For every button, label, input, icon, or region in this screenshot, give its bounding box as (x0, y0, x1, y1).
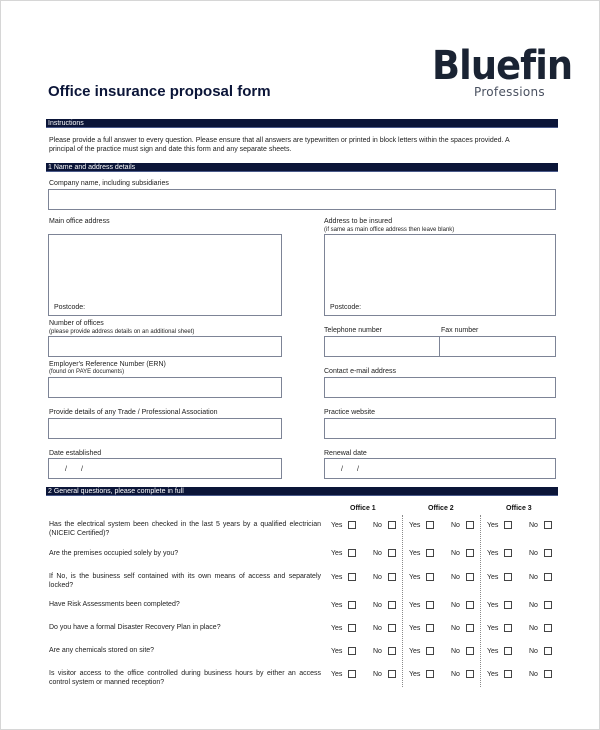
no-label: No (373, 671, 382, 678)
q7-office2-yes-checkbox[interactable] (426, 670, 434, 678)
q5-office3-no-checkbox[interactable] (544, 624, 552, 632)
no-label: No (529, 648, 538, 655)
yes-label: Yes (331, 671, 343, 678)
q3-office2-yes-checkbox[interactable] (426, 573, 434, 581)
no-label: No (451, 625, 460, 632)
company-name-input[interactable] (48, 189, 556, 210)
section2-header: 2 General questions, please complete in full (46, 487, 558, 496)
q2-office3-yes-checkbox[interactable] (504, 549, 512, 557)
yes-label: Yes (331, 550, 343, 557)
office-column-divider (402, 515, 403, 687)
no-label: No (373, 550, 382, 557)
yes-label: Yes (487, 602, 499, 609)
practice-website-label: Practice website (324, 409, 375, 416)
q1-office1-no-checkbox[interactable] (388, 521, 396, 529)
yes-label: Yes (487, 574, 499, 581)
q2-office1-yes-checkbox[interactable] (348, 549, 356, 557)
no-label: No (451, 550, 460, 557)
q4-office2-yes-checkbox[interactable] (426, 601, 434, 609)
date-established-label: Date established (49, 450, 102, 457)
question-4: Have Risk Assessments been completed? (49, 601, 180, 608)
no-label: No (529, 522, 538, 529)
insured-address-input[interactable] (324, 234, 556, 316)
yes-label: Yes (409, 574, 421, 581)
q7-office3-yes-checkbox[interactable] (504, 670, 512, 678)
question-5: Do you have a formal Disaster Recovery Plan in place? (49, 624, 221, 631)
company-name-label: Company name, including subsidiaries (49, 180, 169, 187)
logo-wordmark: Bluefin (432, 43, 573, 89)
q1-office2-yes-checkbox[interactable] (426, 521, 434, 529)
q6-office2-no-checkbox[interactable] (466, 647, 474, 655)
yes-label: Yes (331, 648, 343, 655)
ern-label: Employer's Reference Number (ERN) (49, 361, 166, 368)
telephone-input[interactable] (324, 336, 440, 357)
q4-office1-no-checkbox[interactable] (388, 601, 396, 609)
fax-label: Fax number (441, 327, 479, 334)
date-separator: / (81, 466, 83, 473)
contact-email-label: Contact e-mail address (324, 368, 396, 375)
question-7: Is visitor access to the office controlled during business hours by either an access control system or manned reception? (49, 670, 321, 686)
q1-office1-yes-checkbox[interactable] (348, 521, 356, 529)
insured-address-label: Address to be insured (324, 218, 393, 225)
yes-label: Yes (331, 522, 343, 529)
ern-note: (found on PAYE documents) (49, 369, 125, 375)
q2-office3-no-checkbox[interactable] (544, 549, 552, 557)
q7-office1-yes-checkbox[interactable] (348, 670, 356, 678)
number-of-offices-input[interactable] (48, 336, 282, 357)
office1-header: Office 1 (350, 505, 376, 512)
yes-label: Yes (487, 550, 499, 557)
q1-office3-yes-checkbox[interactable] (504, 521, 512, 529)
q5-office1-no-checkbox[interactable] (388, 624, 396, 632)
number-of-offices-label: Number of offices (49, 320, 104, 327)
yes-label: Yes (331, 625, 343, 632)
no-label: No (451, 671, 460, 678)
question-6: Are any chemicals stored on site? (49, 647, 155, 654)
no-label: No (529, 550, 538, 557)
date-separator: / (341, 466, 343, 473)
q3-office1-no-checkbox[interactable] (388, 573, 396, 581)
q6-office2-yes-checkbox[interactable] (426, 647, 434, 655)
main-office-address-input[interactable] (48, 234, 282, 316)
yes-label: Yes (331, 574, 343, 581)
no-label: No (373, 522, 382, 529)
q2-office2-yes-checkbox[interactable] (426, 549, 434, 557)
date-established-input[interactable] (48, 458, 282, 479)
instructions-text-line2: principal of the practice must sign and date this form and any separate sheets. (49, 146, 292, 153)
trade-association-label: Provide details of any Trade / Professional Association (49, 409, 218, 416)
no-label: No (529, 602, 538, 609)
page-title: Office insurance proposal form (48, 83, 271, 100)
yes-label: Yes (487, 522, 499, 529)
q4-office3-yes-checkbox[interactable] (504, 601, 512, 609)
no-label: No (529, 574, 538, 581)
q1-office3-no-checkbox[interactable] (544, 521, 552, 529)
no-label: No (451, 648, 460, 655)
q3-office3-no-checkbox[interactable] (544, 573, 552, 581)
section1-header: 1 Name and address details (46, 163, 558, 172)
ern-input[interactable] (48, 377, 282, 398)
q5-office2-yes-checkbox[interactable] (426, 624, 434, 632)
bluefin-logo (430, 43, 573, 102)
practice-website-input[interactable] (324, 418, 556, 439)
yes-label: Yes (409, 648, 421, 655)
insured-postcode-label: Postcode: (330, 304, 362, 311)
q6-office3-no-checkbox[interactable] (544, 647, 552, 655)
date-separator: / (357, 466, 359, 473)
renewal-date-input[interactable] (324, 458, 556, 479)
yes-label: Yes (409, 550, 421, 557)
yes-label: Yes (331, 602, 343, 609)
no-label: No (373, 625, 382, 632)
office2-header: Office 2 (428, 505, 454, 512)
no-label: No (451, 602, 460, 609)
no-label: No (373, 648, 382, 655)
no-label: No (373, 602, 382, 609)
logo-subtitle: Professions (474, 85, 545, 99)
q6-office1-no-checkbox[interactable] (388, 647, 396, 655)
no-label: No (451, 522, 460, 529)
no-label: No (373, 574, 382, 581)
q7-office3-no-checkbox[interactable] (544, 670, 552, 678)
contact-email-input[interactable] (324, 377, 556, 398)
yes-label: Yes (409, 671, 421, 678)
yes-label: Yes (409, 602, 421, 609)
trade-association-input[interactable] (48, 418, 282, 439)
q1-office2-no-checkbox[interactable] (466, 521, 474, 529)
main-office-address-label: Main office address (49, 218, 110, 225)
q7-office1-no-checkbox[interactable] (388, 670, 396, 678)
question-3: If No, is the business self contained with its own means of access and separately locked? (49, 573, 321, 589)
main-office-postcode-label: Postcode: (54, 304, 86, 311)
q4-office2-no-checkbox[interactable] (466, 601, 474, 609)
q5-office3-yes-checkbox[interactable] (504, 624, 512, 632)
date-separator: / (65, 466, 67, 473)
q6-office3-yes-checkbox[interactable] (504, 647, 512, 655)
fax-input[interactable] (439, 336, 556, 357)
insured-address-note: (if same as main office address then leave blank) (324, 227, 455, 233)
q5-office2-no-checkbox[interactable] (466, 624, 474, 632)
q5-office1-yes-checkbox[interactable] (348, 624, 356, 632)
yes-label: Yes (487, 648, 499, 655)
question-2: Are the premises occupied solely by you? (49, 550, 179, 557)
q4-office1-yes-checkbox[interactable] (348, 601, 356, 609)
q4-office3-no-checkbox[interactable] (544, 601, 552, 609)
question-1: Has the electrical system been checked in the last 5 years by a qualified electrician (NICEIC Certified)? (49, 521, 321, 537)
q3-office2-no-checkbox[interactable] (466, 573, 474, 581)
yes-label: Yes (487, 671, 499, 678)
no-label: No (529, 671, 538, 678)
office-column-divider (480, 515, 481, 687)
q2-office1-no-checkbox[interactable] (388, 549, 396, 557)
q6-office1-yes-checkbox[interactable] (348, 647, 356, 655)
instructions-text-line1: Please provide a full answer to every question. Please ensure that all answers are typewritten or printed in block letters within the spaces provided. A (49, 137, 510, 144)
q3-office1-yes-checkbox[interactable] (348, 573, 356, 581)
number-of-offices-note: (please provide address details on an additional sheet) (49, 329, 195, 335)
office3-header: Office 3 (506, 505, 532, 512)
yes-label: Yes (409, 522, 421, 529)
q7-office2-no-checkbox[interactable] (466, 670, 474, 678)
yes-label: Yes (409, 625, 421, 632)
no-label: No (529, 625, 538, 632)
q3-office3-yes-checkbox[interactable] (504, 573, 512, 581)
renewal-date-label: Renewal date (324, 450, 367, 457)
yes-label: Yes (487, 625, 499, 632)
instructions-header: Instructions (46, 119, 558, 128)
q2-office2-no-checkbox[interactable] (466, 549, 474, 557)
no-label: No (451, 574, 460, 581)
telephone-label: Telephone number (324, 327, 382, 334)
